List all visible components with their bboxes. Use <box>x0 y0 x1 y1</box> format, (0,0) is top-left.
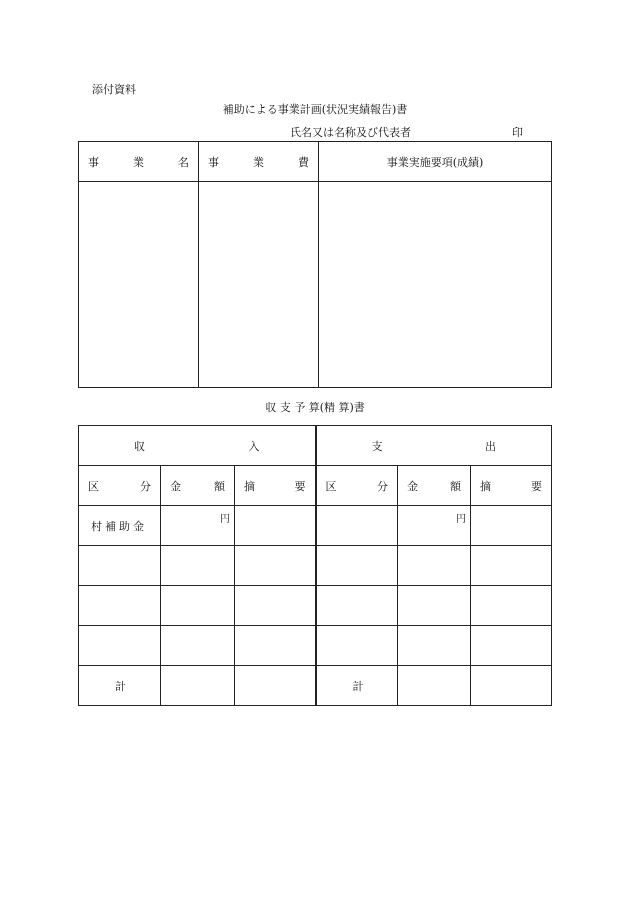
project-plan-table <box>78 141 552 388</box>
income-total-label: 計 <box>79 666 161 706</box>
expense-category-cell[interactable] <box>316 626 398 666</box>
income-amount-cell[interactable] <box>161 506 235 546</box>
expense-summary-cell[interactable] <box>471 586 552 626</box>
expense-category-cell[interactable] <box>316 546 398 586</box>
budget-title: 収 支 予 算(精 算)書 <box>265 401 365 414</box>
income-summary-cell[interactable] <box>235 546 316 586</box>
income-category-cell[interactable] <box>79 626 161 666</box>
project-name-header: 事 業 名 <box>79 142 199 182</box>
yen-unit: 円 <box>456 513 466 525</box>
expense-total-amount[interactable] <box>398 666 471 706</box>
income-category-cell[interactable] <box>79 586 161 626</box>
income-summary-cell[interactable] <box>235 586 316 626</box>
budget-table <box>78 425 552 706</box>
expense-total-label: 計 <box>316 666 398 706</box>
income-category-cell[interactable] <box>79 546 161 586</box>
expense-amount-header: 金 額 <box>398 466 471 506</box>
project-cost-header: 事 業 費 <box>199 142 319 182</box>
income-amount-cell[interactable] <box>161 586 235 626</box>
income-amount-cell[interactable] <box>161 626 235 666</box>
expense-amount-cell[interactable] <box>398 546 471 586</box>
income-category-header: 区 分 <box>79 466 161 506</box>
income-total-amount[interactable] <box>161 666 235 706</box>
project-cost-cell[interactable] <box>199 182 319 388</box>
expense-amount-cell[interactable] <box>398 626 471 666</box>
expense-header: 支 出 <box>316 426 552 466</box>
expense-summary-header: 摘 要 <box>471 466 552 506</box>
attachment-label: 添付資料 <box>92 83 136 96</box>
expense-summary-cell[interactable] <box>471 506 552 546</box>
seal-label: 印 <box>512 126 523 139</box>
expense-total-summary[interactable] <box>471 666 552 706</box>
expense-category-cell[interactable] <box>316 586 398 626</box>
project-name-cell[interactable] <box>79 182 199 388</box>
document-title: 補助による事業計画(状況実績報告)書 <box>222 103 408 116</box>
income-header: 収 入 <box>79 426 316 466</box>
implementation-header: 事業実施要項(成績) <box>319 142 552 182</box>
expense-amount-cell[interactable] <box>398 586 471 626</box>
expense-category-header: 区 分 <box>316 466 398 506</box>
expense-summary-cell[interactable] <box>471 546 552 586</box>
income-summary-cell[interactable] <box>235 506 316 546</box>
income-amount-cell[interactable] <box>161 546 235 586</box>
income-item-subsidy: 村補助金 <box>79 506 161 546</box>
income-amount-header: 金 額 <box>161 466 235 506</box>
implementation-cell[interactable] <box>319 182 552 388</box>
income-total-summary[interactable] <box>235 666 316 706</box>
income-summary-cell[interactable] <box>235 626 316 666</box>
expense-category-cell[interactable] <box>316 506 398 546</box>
expense-amount-cell[interactable] <box>398 506 471 546</box>
applicant-name-label: 氏名又は名称及び代表者 <box>290 126 411 139</box>
income-summary-header: 摘 要 <box>235 466 316 506</box>
yen-unit: 円 <box>220 513 230 525</box>
expense-summary-cell[interactable] <box>471 626 552 666</box>
